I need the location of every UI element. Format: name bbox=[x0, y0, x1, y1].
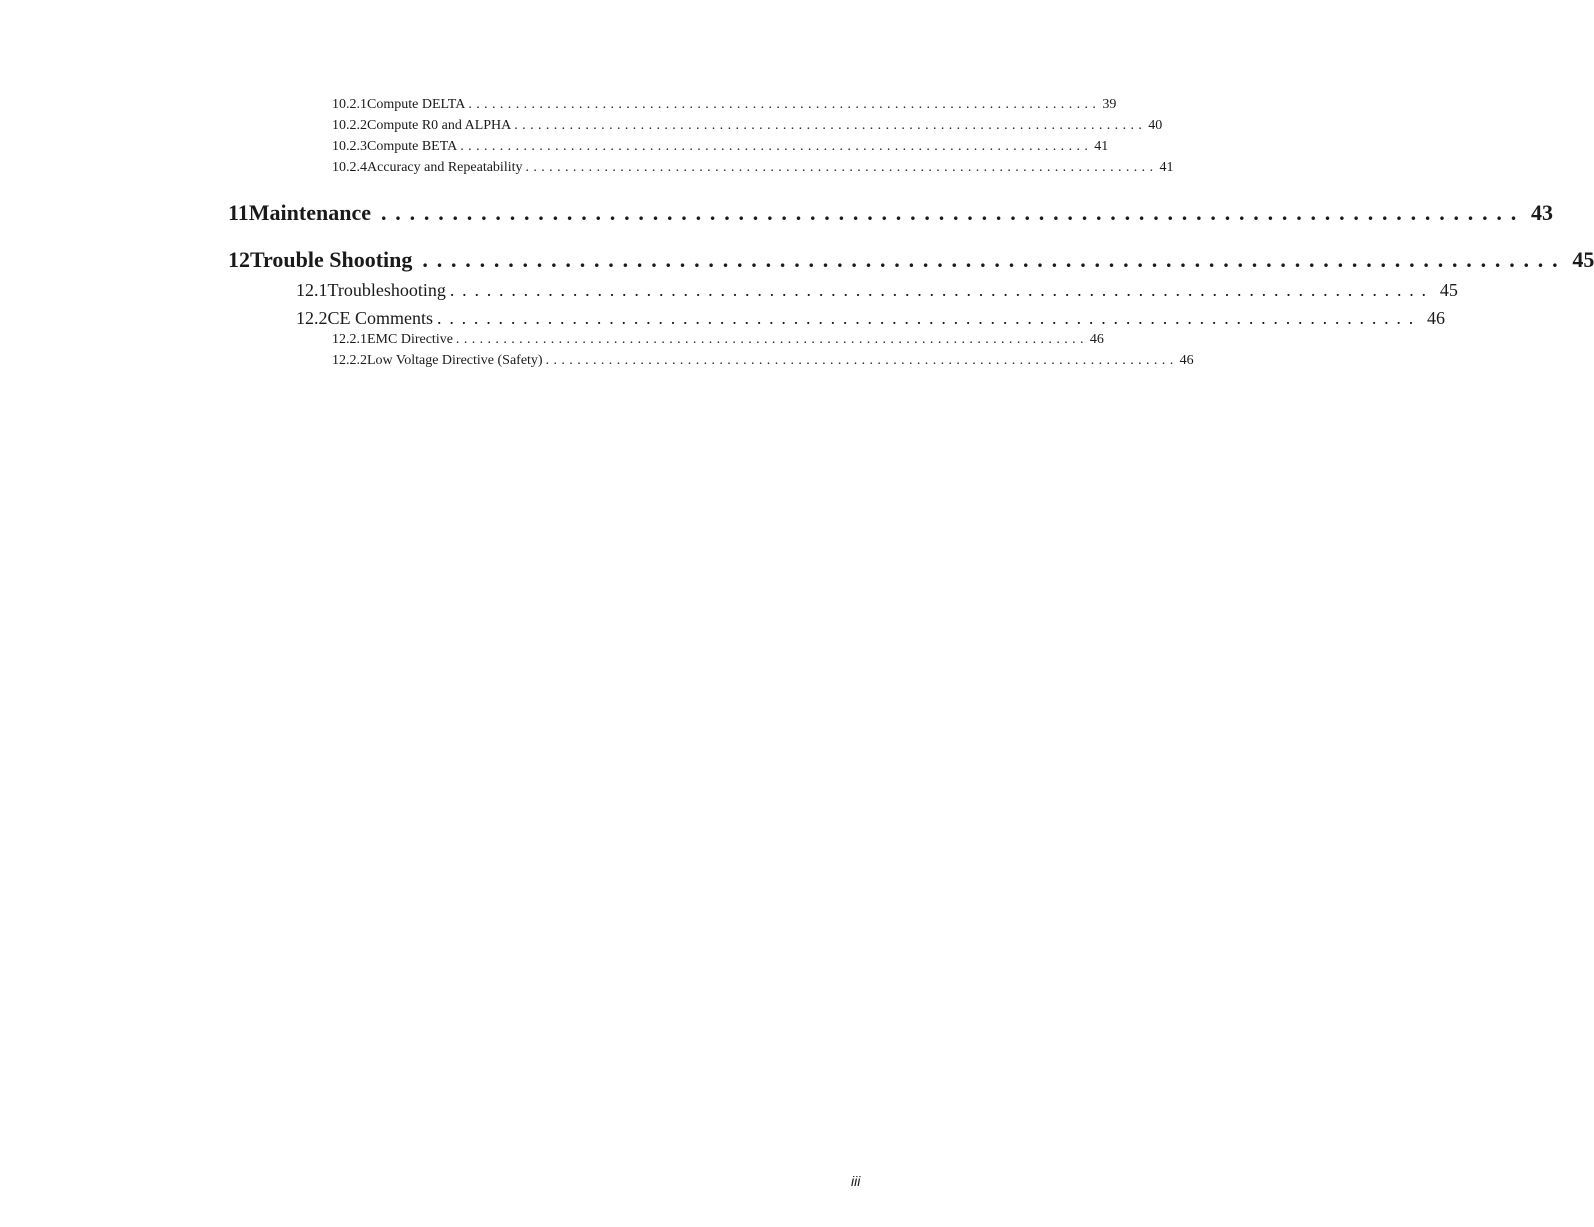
toc-page-number: 39 bbox=[1102, 97, 1117, 112]
toc-page-number: 41 bbox=[1159, 160, 1174, 175]
toc-number: 10.2.4 bbox=[332, 160, 367, 175]
toc-chapter-12[interactable] bbox=[228, 247, 1594, 275]
toc-number: 10.2.1 bbox=[332, 97, 367, 112]
toc-entry-12-2-2[interactable] bbox=[332, 353, 1194, 371]
dot-leader: ................................................................................ bbox=[449, 280, 1434, 300]
dot-leader: ................................................................................ bbox=[525, 160, 1158, 175]
toc-entry-10-2-1[interactable] bbox=[332, 97, 1117, 115]
toc-number: 12 bbox=[228, 247, 250, 272]
toc-chapter-11[interactable] bbox=[228, 200, 1553, 228]
toc-number: 12.1 bbox=[296, 280, 328, 300]
toc-page-number: 46 bbox=[1427, 308, 1446, 328]
toc-number: 12.2.1 bbox=[332, 332, 367, 347]
toc-title: Trouble Shooting bbox=[250, 247, 413, 272]
toc-page-number: 40 bbox=[1148, 118, 1163, 133]
dot-leader: ................................................................................ bbox=[381, 200, 1525, 225]
toc-title: EMC Directive bbox=[367, 332, 453, 347]
toc-page-number: 45 bbox=[1572, 247, 1594, 272]
dot-leader: ................................................................................ bbox=[455, 332, 1088, 347]
toc-entry-10-2-4[interactable] bbox=[332, 160, 1174, 178]
footer-page-number: iii bbox=[851, 1173, 861, 1189]
toc-number: 10.2.3 bbox=[332, 139, 367, 154]
toc-page-number: 45 bbox=[1439, 280, 1458, 300]
toc-entry-12-2-1[interactable] bbox=[332, 332, 1104, 350]
toc-title: CE Comments bbox=[327, 308, 434, 328]
toc-title: Low Voltage Directive (Safety) bbox=[367, 353, 543, 368]
toc-number: 12.2 bbox=[296, 308, 328, 328]
toc-page-number: 46 bbox=[1089, 332, 1104, 347]
dot-leader: ................................................................................ bbox=[468, 97, 1101, 112]
toc-page-number: 46 bbox=[1179, 353, 1194, 368]
dot-leader: ................................................................................ bbox=[460, 139, 1093, 154]
toc-title: Accuracy and Repeatability bbox=[367, 160, 523, 175]
toc-entry-10-2-2[interactable] bbox=[332, 118, 1163, 136]
toc-number: 12.2.2 bbox=[332, 353, 367, 368]
toc-title: Compute R0 and ALPHA bbox=[367, 118, 512, 133]
toc-title: Compute BETA bbox=[367, 139, 458, 154]
toc-title: Compute DELTA bbox=[367, 97, 466, 112]
toc-section-12-2[interactable] bbox=[296, 308, 1446, 332]
toc-title: Troubleshooting bbox=[327, 280, 446, 300]
toc-page-number: 43 bbox=[1531, 200, 1553, 225]
dot-leader: ................................................................................ bbox=[545, 353, 1178, 368]
dot-leader: ................................................................................ bbox=[422, 247, 1567, 272]
toc-number: 10.2.2 bbox=[332, 118, 367, 133]
toc-entry-10-2-3[interactable] bbox=[332, 139, 1109, 157]
dot-leader: ................................................................................ bbox=[437, 308, 1422, 328]
toc-section-12-1[interactable] bbox=[296, 280, 1458, 304]
toc-number: 11 bbox=[228, 200, 249, 225]
toc-page-number: 41 bbox=[1094, 139, 1109, 154]
dot-leader: ................................................................................ bbox=[514, 118, 1147, 133]
toc-title: Maintenance bbox=[248, 200, 371, 225]
